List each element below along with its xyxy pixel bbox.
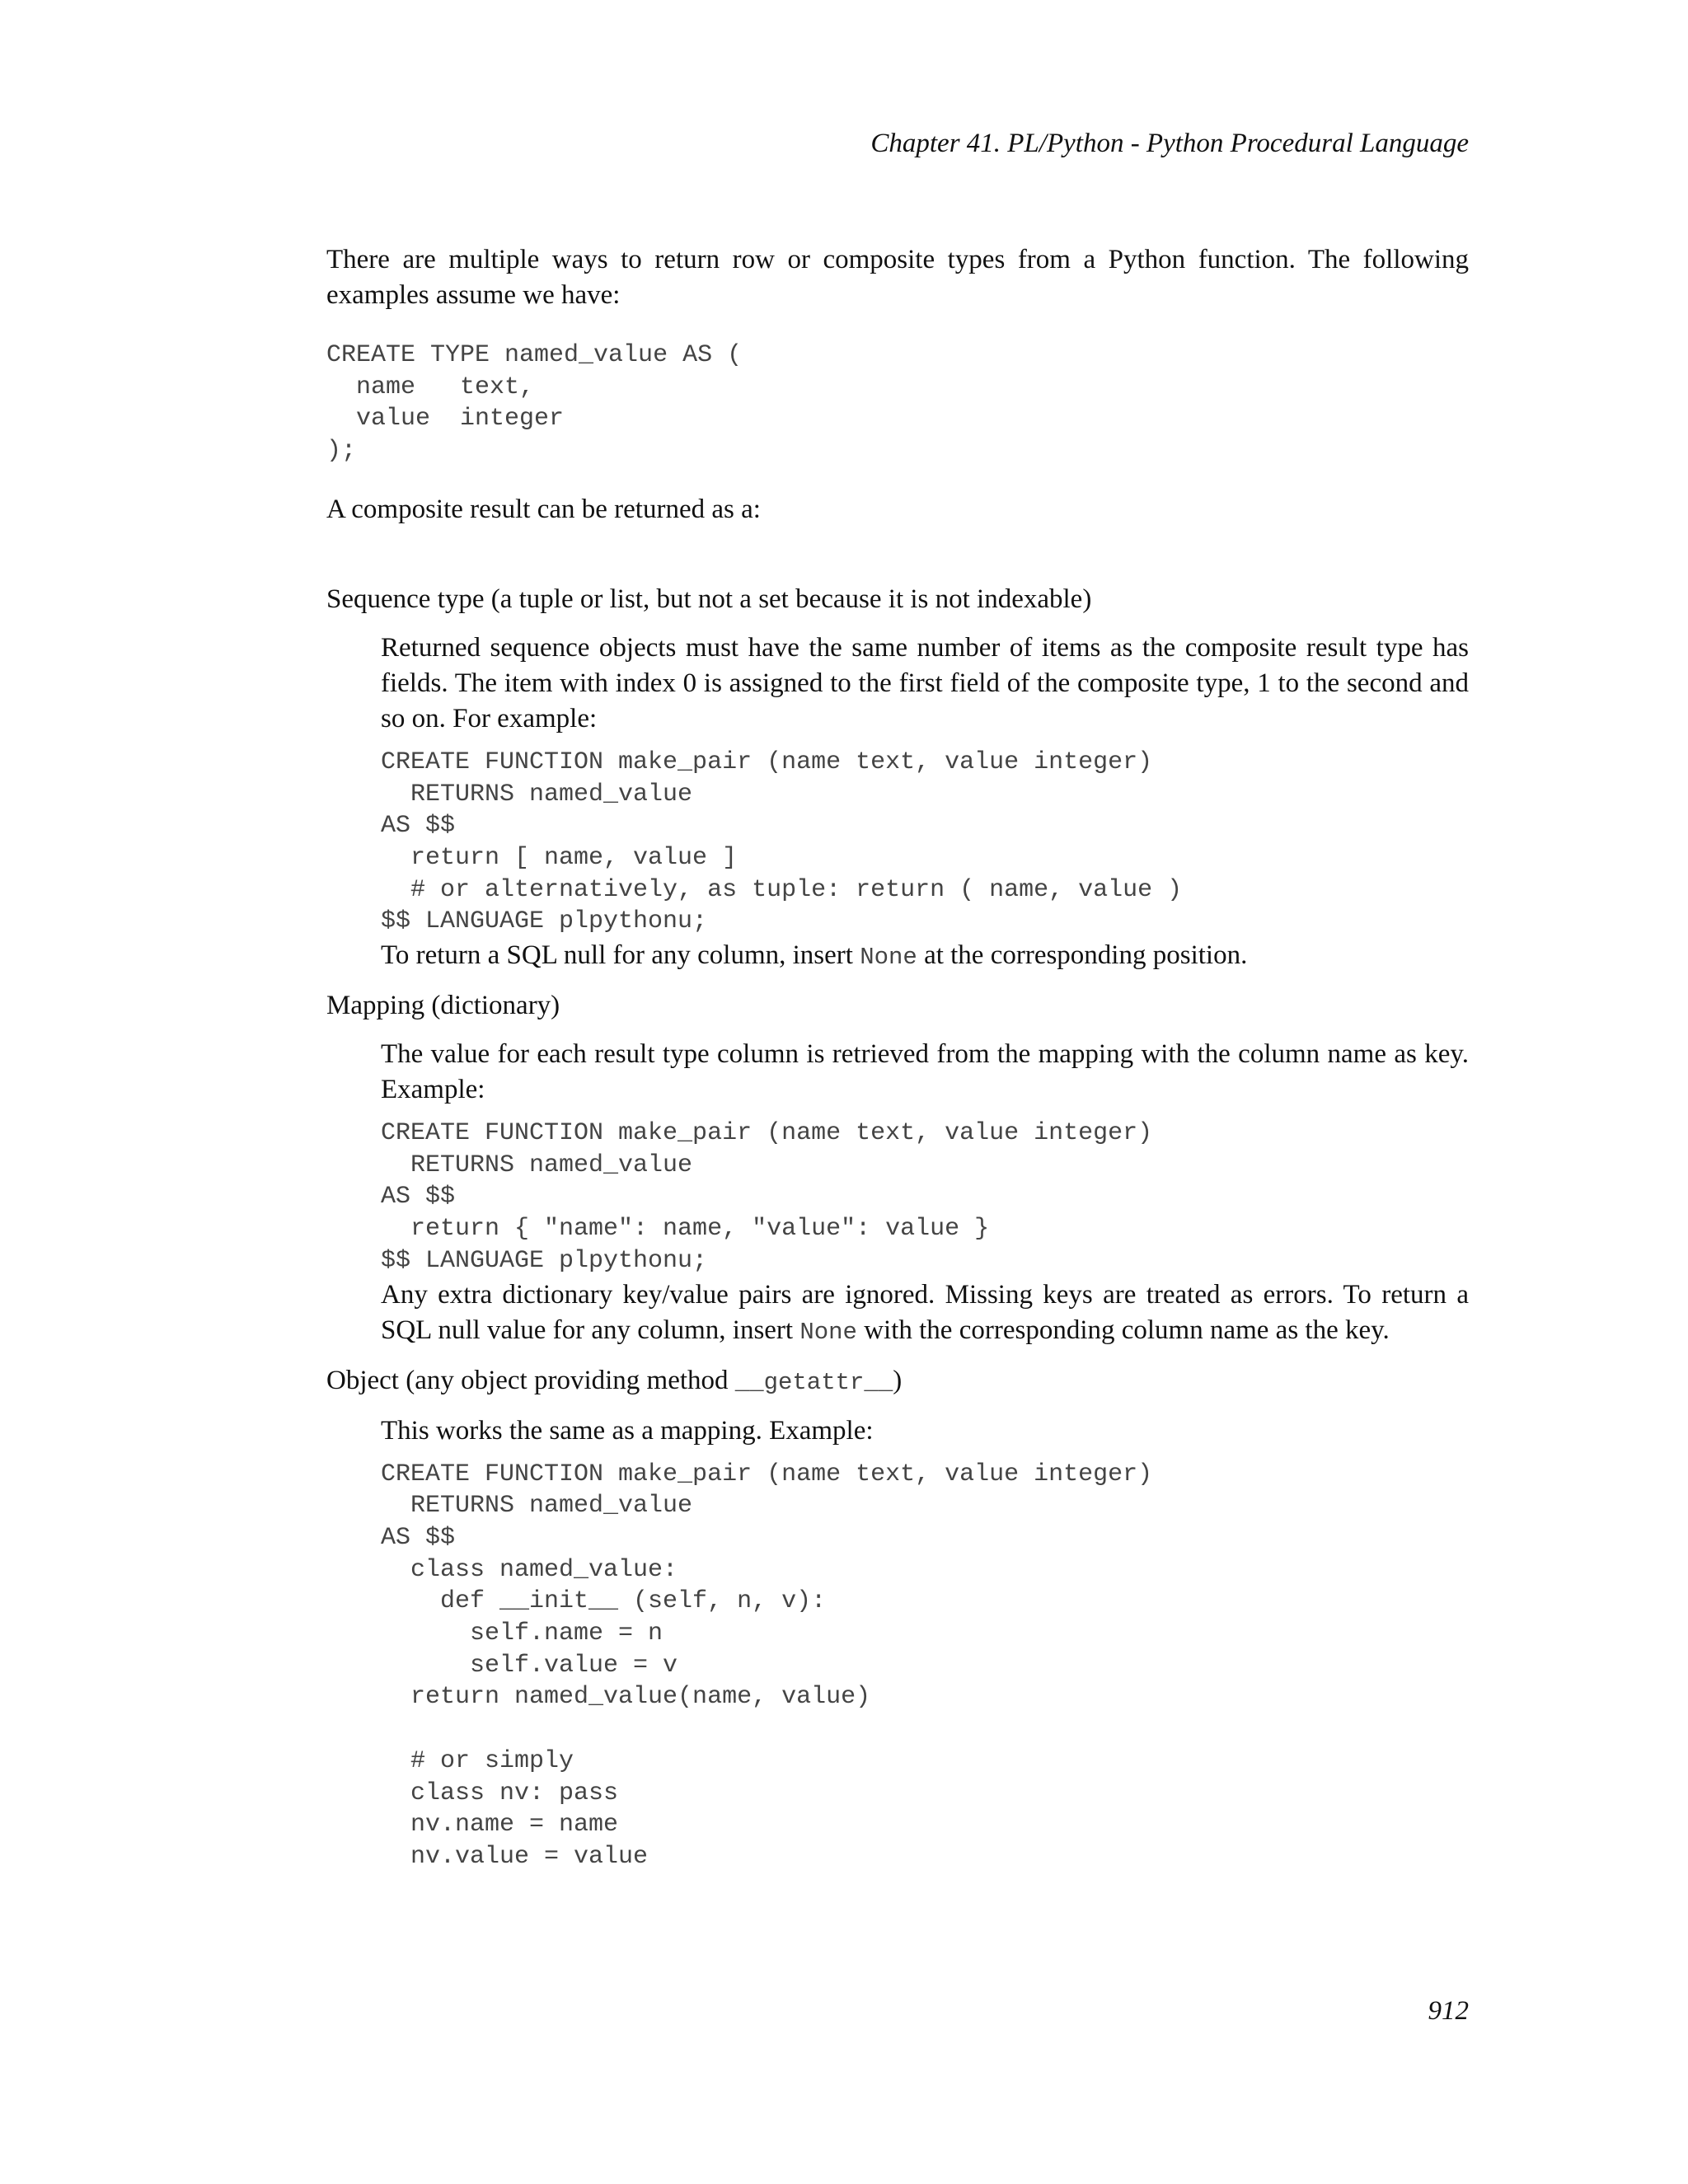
- term-object: Object (any object providing method __getattr__): [326, 1365, 903, 1396]
- intro-lead: A composite result can be returned as a:: [326, 494, 761, 524]
- mapping-description: The value for each result type column is retrieved from the mapping with the column name as key. Example:: [381, 1039, 1469, 1105]
- definition-mapping: [381, 1037, 1469, 1350]
- running-header: Chapter 41. PL/Python - Python Procedural Language: [870, 129, 1469, 158]
- sequence-example-code: CREATE FUNCTION make_pair (name text, value integer) RETURNS named_value AS $$ return [ name, value ] # or alternatively, as tuple: return ( name, value ) $$ LANGUAGE plpythonu;: [381, 748, 1183, 936]
- intro-paragraph: There are multiple ways to return row or composite types from a Python function. The following examples assume we have:: [326, 245, 1469, 310]
- definition-object: [381, 1413, 1469, 1873]
- term-sequence-type: Sequence type (a tuple or list, but not a set because it is not indexable): [326, 583, 1092, 614]
- none-keyword: None: [799, 1318, 857, 1346]
- none-keyword: None: [860, 944, 917, 972]
- sequence-null-note: To return a SQL null for any column, insert None at the corresponding position.: [381, 940, 1248, 972]
- getattr-method: __getattr__: [734, 1368, 893, 1396]
- object-description: This works the same as a mapping. Example:: [381, 1415, 874, 1446]
- definition-sequence-type: [381, 630, 1469, 975]
- page-body: [326, 242, 1469, 1873]
- type-definition-code: CREATE TYPE named_value AS ( name text, value integer );: [326, 341, 743, 466]
- mapping-null-note: Any extra dictionary key/value pairs are ignored. Missing keys are treated as errors. To return a SQL null value for any column, insert None with the corresponding column name as the key.: [381, 1279, 1469, 1346]
- term-mapping: Mapping (dictionary): [326, 991, 560, 1021]
- mapping-example-code: CREATE FUNCTION make_pair (name text, value integer) RETURNS named_value AS $$ return { "name": name, "value": value } $$ LANGUAGE plpythonu;: [381, 1119, 1153, 1275]
- sequence-description: Returned sequence objects must have the same number of items as the composite result type has fields. The item with index 0 is assigned to the first field of the composite type, 1 to the second and so on. For example:: [381, 632, 1469, 733]
- object-example-code: CREATE FUNCTION make_pair (name text, value integer) RETURNS named_value AS $$ class named_value: def __init__ (self, n, v): self.name = n self.value = v return named_value(name, value) # or simply class nv: pass nv.name = name nv.value = value: [381, 1460, 1153, 1871]
- page-number: 912: [1428, 1996, 1469, 2026]
